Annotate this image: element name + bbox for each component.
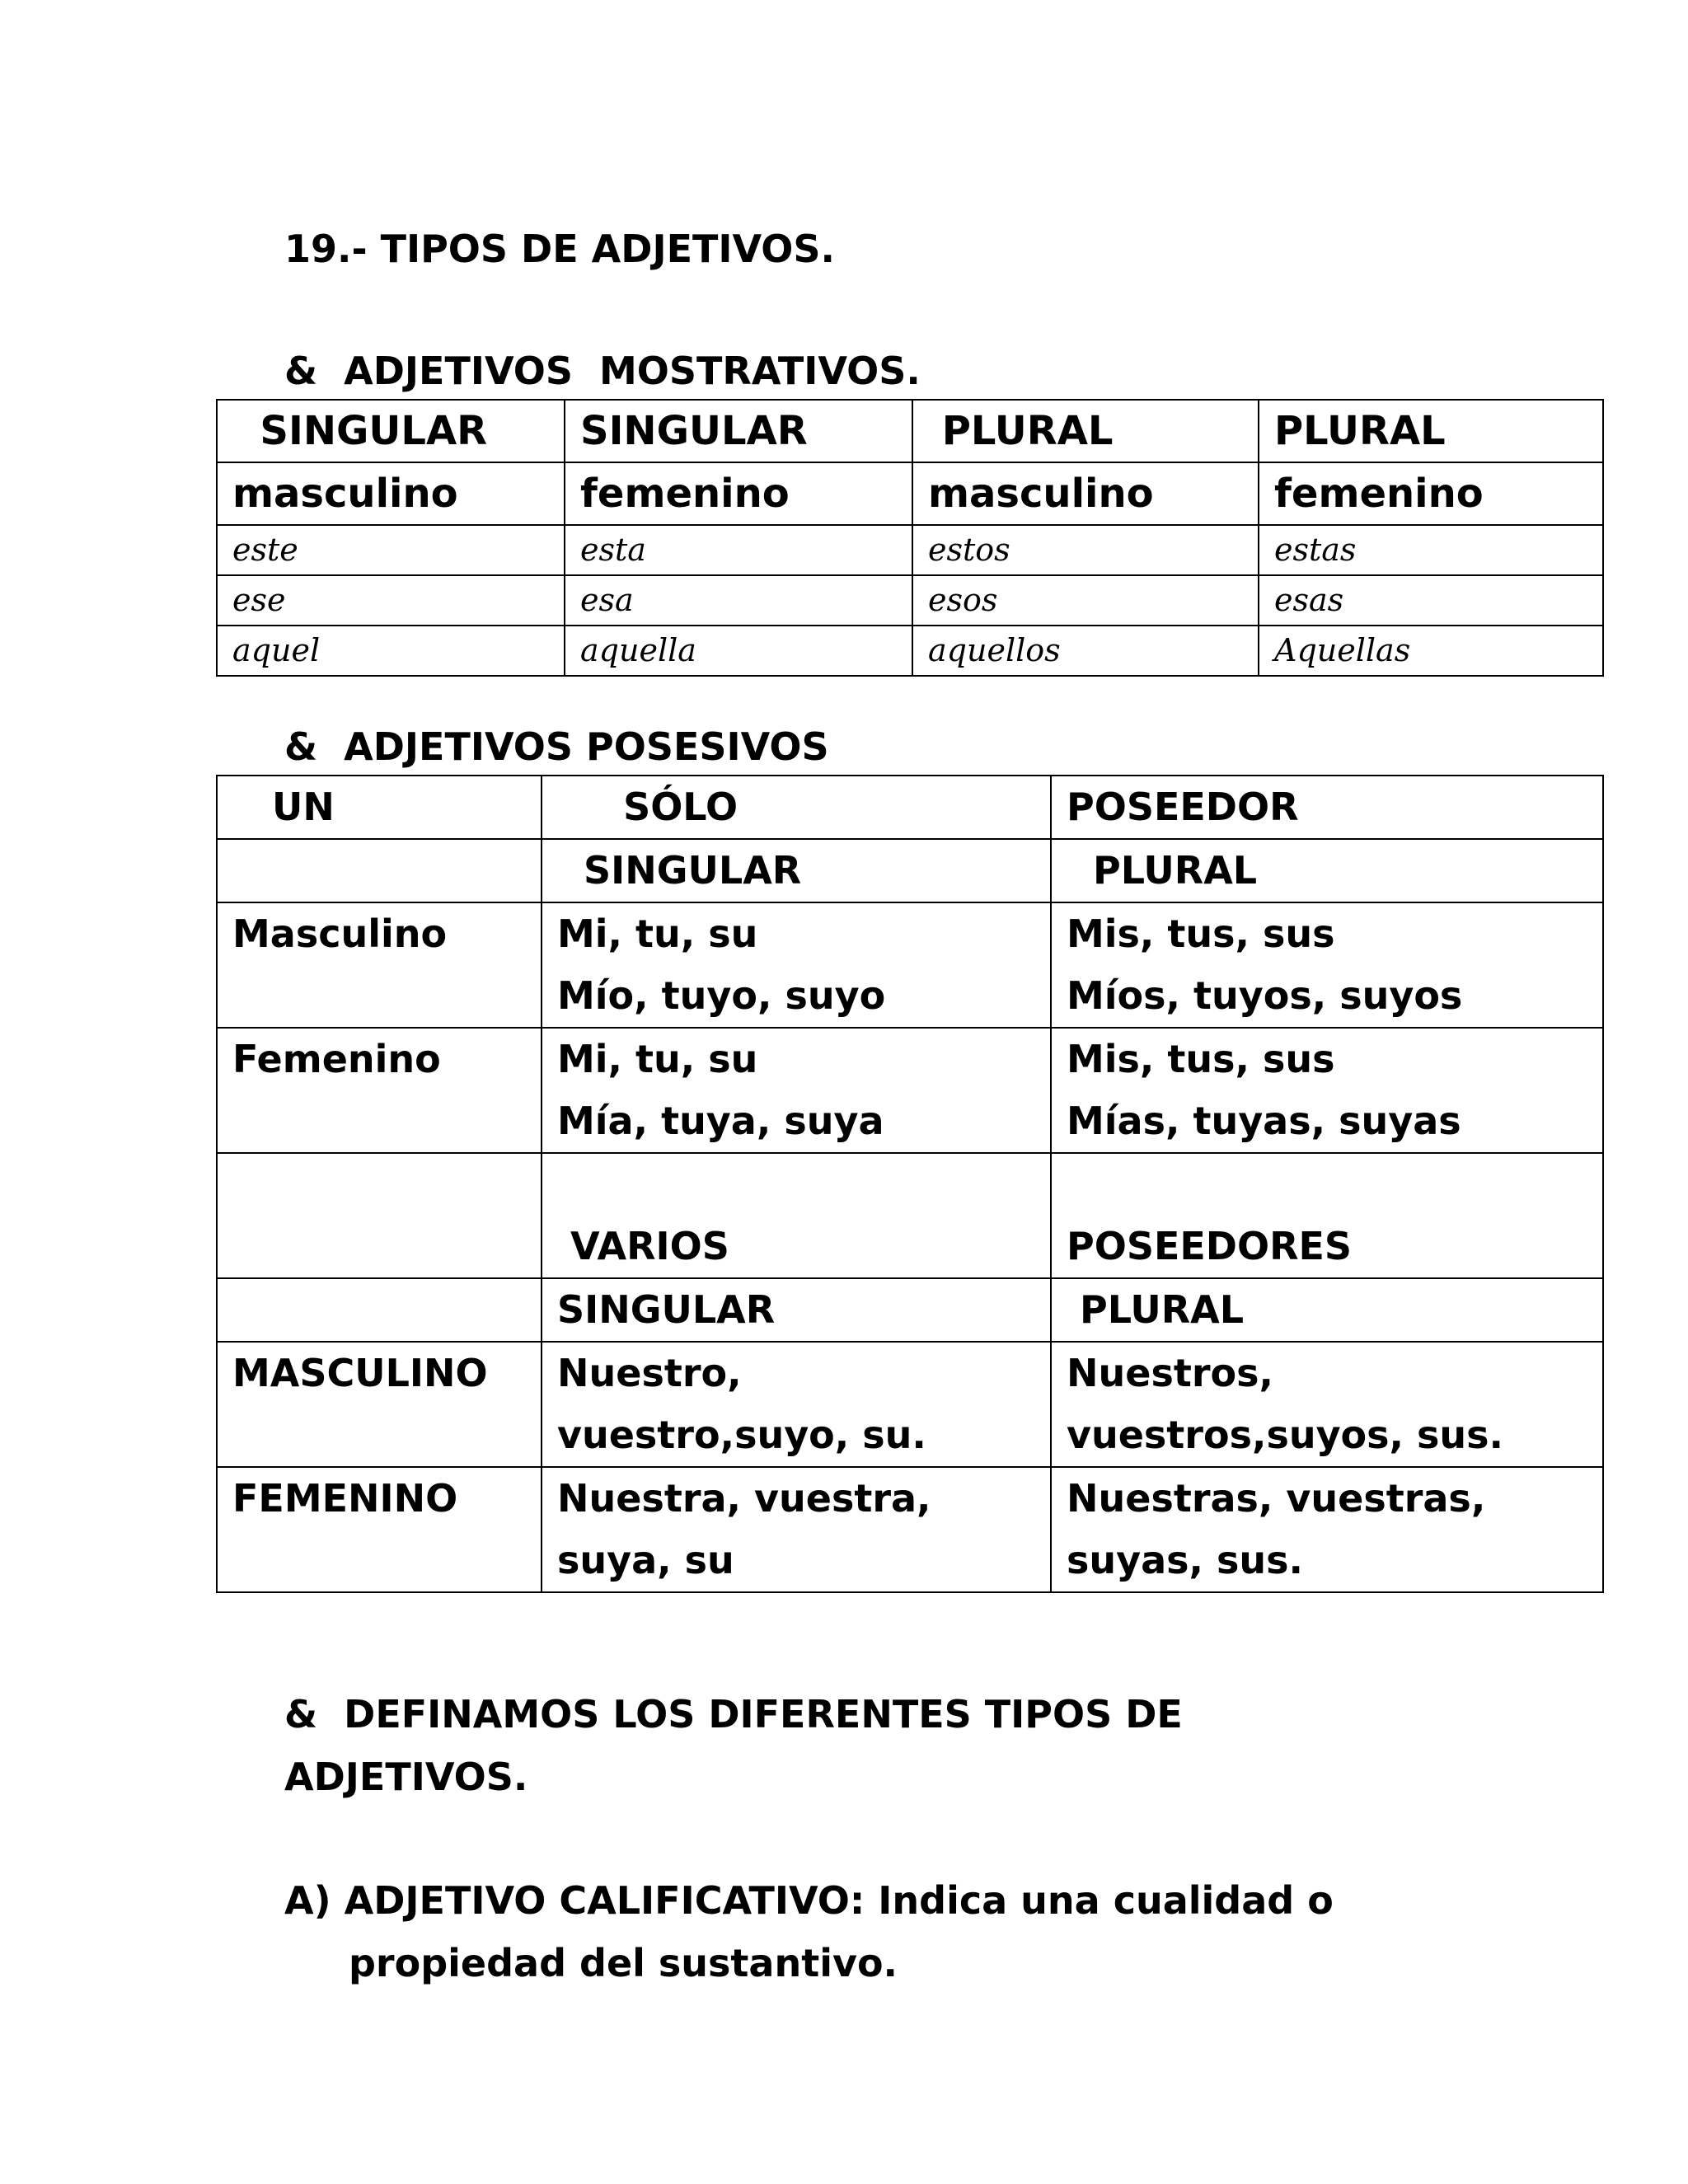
table-row <box>217 1028 1603 1153</box>
table-row <box>217 776 1603 839</box>
header-cell: masculino <box>217 462 565 525</box>
demonstrative-table <box>216 399 1604 677</box>
table-cell: esta <box>565 525 912 575</box>
table-header-row <box>217 462 1603 525</box>
cell-line: suyas, sus. <box>1067 1538 1304 1582</box>
define-heading <box>284 1683 1183 1808</box>
table-row <box>217 1278 1603 1342</box>
cell-line: Mis, tus, sus <box>1067 912 1335 956</box>
table-cell: MASCULINO <box>217 1342 542 1467</box>
possessive-heading: & ADJETIVOS POSESIVOS <box>284 724 829 769</box>
cell-line: vuestros,suyos, sus. <box>1067 1413 1504 1457</box>
table-cell: SÓLO <box>542 776 1051 839</box>
demonstrative-heading: & ADJETIVOS MOSTRATIVOS. <box>284 349 921 393</box>
cell-line: Nuestro, <box>557 1351 742 1395</box>
item-a-line: propiedad del sustantivo. <box>349 1941 898 1985</box>
cell-line: Mías, tuyas, suyas <box>1067 1099 1461 1143</box>
item-a-line: A) ADJETIVO CALIFICATIVO: Indica una cualidad o <box>284 1878 1334 1923</box>
table-cell <box>542 1467 1051 1592</box>
table-cell: aquella <box>565 626 912 676</box>
table-row <box>217 1467 1603 1592</box>
table-cell: ese <box>217 575 565 626</box>
cell-line: vuestro,suyo, su. <box>557 1413 926 1457</box>
cell-line: Nuestra, vuestra, <box>557 1476 931 1521</box>
cell-line: Nuestros, <box>1067 1351 1273 1395</box>
header-cell: SINGULAR <box>565 400 912 462</box>
table-row <box>217 1153 1603 1278</box>
table-cell <box>217 1278 542 1342</box>
table-cell: aquel <box>217 626 565 676</box>
item-a-paragraph <box>284 1869 1334 1994</box>
table-cell: esas <box>1259 575 1603 626</box>
table-cell: SINGULAR <box>542 839 1051 902</box>
table-cell: estos <box>912 525 1259 575</box>
cell-line: Nuestras, vuestras, <box>1067 1476 1486 1521</box>
cell-line: Mío, tuyo, suyo <box>557 973 886 1018</box>
table-cell: Femenino <box>217 1028 542 1153</box>
header-cell: SINGULAR <box>217 400 565 462</box>
cell-line: Mi, tu, su <box>557 1037 758 1081</box>
table-row <box>217 902 1603 1028</box>
table-cell: Aquellas <box>1259 626 1603 676</box>
table-cell <box>1051 1028 1603 1153</box>
table-row <box>217 1342 1603 1467</box>
header-cell: PLURAL <box>1259 400 1603 462</box>
table-cell: SINGULAR <box>542 1278 1051 1342</box>
table-cell: FEMENINO <box>217 1467 542 1592</box>
table-cell: UN <box>217 776 542 839</box>
header-cell: PLURAL <box>912 400 1259 462</box>
table-cell: PLURAL <box>1051 839 1603 902</box>
cell-line: Mis, tus, sus <box>1067 1037 1335 1081</box>
table-cell <box>1051 1467 1603 1592</box>
table-header-row <box>217 400 1603 462</box>
table-cell: VARIOS <box>542 1153 1051 1278</box>
table-cell <box>1051 902 1603 1028</box>
table-cell: estas <box>1259 525 1603 575</box>
table-cell <box>217 839 542 902</box>
define-heading-line: & DEFINAMOS LOS DIFERENTES TIPOS DE <box>284 1692 1183 1736</box>
table-cell <box>1051 1342 1603 1467</box>
page-title: 19.- TIPOS DE ADJETIVOS. <box>284 227 835 271</box>
table-cell <box>542 1028 1051 1153</box>
table-cell: Masculino <box>217 902 542 1028</box>
table-cell: esa <box>565 575 912 626</box>
table-cell: PLURAL <box>1051 1278 1603 1342</box>
header-cell: masculino <box>912 462 1259 525</box>
table-cell: aquellos <box>912 626 1259 676</box>
define-heading-line: ADJETIVOS. <box>284 1755 528 1799</box>
table-cell <box>542 1342 1051 1467</box>
header-cell: femenino <box>565 462 912 525</box>
table-cell <box>542 902 1051 1028</box>
table-row <box>217 575 1603 626</box>
table-row <box>217 839 1603 902</box>
header-cell: femenino <box>1259 462 1603 525</box>
cell-line: Míos, tuyos, suyos <box>1067 973 1463 1018</box>
cell-line: suya, su <box>557 1538 734 1582</box>
table-cell: POSEEDOR <box>1051 776 1603 839</box>
table-row <box>217 626 1603 676</box>
table-row <box>217 525 1603 575</box>
table-cell: POSEEDORES <box>1051 1153 1603 1278</box>
table-cell <box>217 1153 542 1278</box>
cell-line: Mía, tuya, suya <box>557 1099 884 1143</box>
possessive-table <box>216 775 1604 1593</box>
table-cell: esos <box>912 575 1259 626</box>
cell-line: Mi, tu, su <box>557 912 758 956</box>
table-cell: este <box>217 525 565 575</box>
